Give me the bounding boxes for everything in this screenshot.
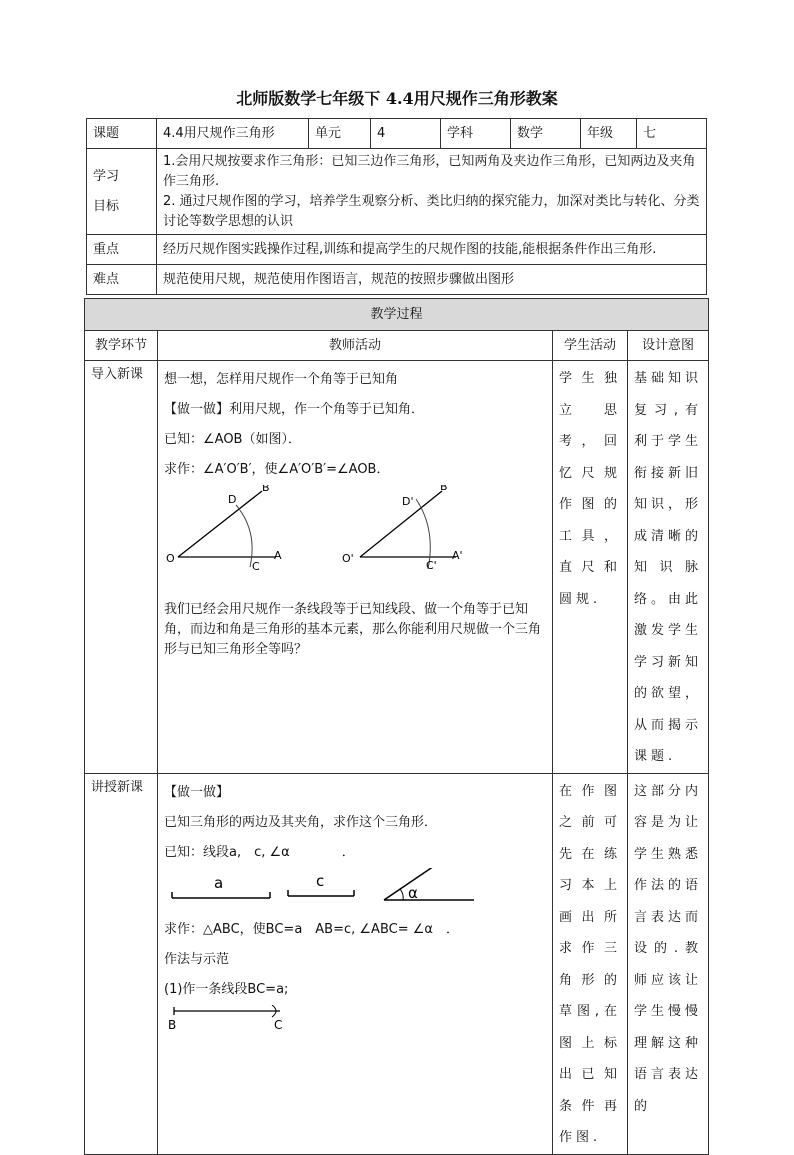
- goal-item-1: 1.会用尺规按要求作三角形：已知三边作三角形，已知两角及夹边作三角形，已知两边及夹角作三角形.: [163, 153, 696, 189]
- document-title: 北师版数学七年级下 4.4用尺规作三角形教案: [236, 89, 558, 108]
- goal-label: [87, 149, 157, 235]
- label-a-prime: A': [452, 549, 463, 562]
- intro-line-3: 已知：∠AOB（如图）．: [164, 432, 301, 447]
- process-table: [84, 298, 709, 1155]
- label-d: D: [228, 493, 237, 506]
- angle-aob-figure: [166, 485, 282, 573]
- lesson-line-5: 作法与示范: [164, 951, 230, 967]
- unit-value: 4: [371, 119, 441, 149]
- angle-a1o1b1-figure: [342, 485, 463, 572]
- label-segment-c: c: [316, 871, 325, 890]
- label-c: C: [252, 560, 260, 573]
- label-d-prime: D': [402, 495, 414, 508]
- unit-label: 单元: [309, 119, 371, 149]
- grade-label: 年级: [581, 119, 637, 149]
- difficulty-label: 难点: [87, 265, 157, 295]
- goal-item-2: 2. 通过尺规作图的学习，培养学生观察分析、类比归纳的探究能力，加深对类比与转化、分类讨论等数学思想的认识: [163, 193, 700, 229]
- label-alpha: α: [408, 883, 418, 902]
- angle-alpha-figure: [384, 868, 474, 902]
- stage-new-lesson: 讲授新课: [85, 773, 158, 1154]
- label-point-b: B: [168, 1017, 177, 1032]
- lesson-line-1: 【做一做】: [164, 784, 230, 800]
- subject-value: 数学: [511, 119, 581, 149]
- info-table: [86, 118, 707, 295]
- intro-line-1: 想一想，怎样用尺规作一个角等于已知角: [164, 372, 399, 387]
- teacher-activity-intro: [158, 361, 553, 774]
- label-o-prime: O': [342, 552, 354, 565]
- course-label: 课题: [87, 119, 157, 149]
- label-b-prime: B': [440, 485, 451, 493]
- lesson-line-3: 已知：线段a, c, ∠α ．: [164, 844, 355, 860]
- angle-construction-figure: [164, 485, 544, 585]
- lesson-line-4: 求作：△ABC，使BC=a AB=c, ∠ABC= ∠α ．: [164, 921, 459, 937]
- label-point-c: C: [274, 1017, 283, 1032]
- intro-line-2: 【做一做】利用尺规，作一个角等于已知角．: [164, 402, 425, 417]
- key-label: 重点: [87, 235, 157, 265]
- label-o: O: [166, 552, 175, 565]
- goal-content: [157, 149, 707, 235]
- label-segment-a: a: [214, 873, 224, 892]
- design-intent-intro: 基础知识复习,有利于学生衔接新旧知识，形成清晰的知识脉络。由此激发学生学习新知的欲望，从而揭示课题.: [628, 361, 709, 774]
- col-student-header: 学生活动: [553, 331, 628, 361]
- lesson-line-6: (1)作一条线段BC=a;: [164, 981, 289, 997]
- process-header: 教学过程: [85, 299, 709, 331]
- label-b: B: [262, 485, 270, 494]
- segment-c-figure: [288, 872, 354, 896]
- goal-label-line1: 学习: [93, 168, 120, 184]
- segment-bc-figure: [164, 1005, 544, 1033]
- segment-a-figure: [172, 874, 270, 898]
- grade-value: 七: [637, 119, 707, 149]
- col-stage-header: 教学环节: [85, 331, 158, 361]
- student-activity-intro: 学生独立思考，回忆尺规作图的工具，直尺和圆规.: [553, 361, 628, 774]
- goal-label-line2: 目标: [93, 198, 120, 214]
- key-value: 经历尺规作图实践操作过程,训练和提高学生的尺规作图的技能,能根据条件作出三角形.: [157, 235, 707, 265]
- subject-label: 学科: [441, 119, 511, 149]
- teacher-activity-new-lesson: [158, 773, 553, 1154]
- course-value: 4.4用尺规作三角形: [157, 119, 309, 149]
- label-a: A: [274, 549, 282, 562]
- design-intent-new-lesson: 这部分内容是为让学生熟悉作法的语言表达而设的.教师应该让学生慢慢理解这种语言表达的: [628, 773, 709, 1154]
- col-design-header: 设计意图: [628, 331, 709, 361]
- intro-paragraph: 我们已经会用尺规作一条线段等于已知线段、做一个角等于已知角，而边和角是三角形的基本元素，那么你能利用尺规做一个三角形与已知三角形全等吗？: [164, 602, 542, 657]
- given-elements-figure: [164, 868, 544, 908]
- student-activity-new-lesson: 在作图之前可先在练习本上画出所求作三角形的草图,在图上标出已知条件再作图.: [553, 773, 628, 1154]
- col-teacher-header: 教师活动: [158, 331, 553, 361]
- lesson-line-2: 已知三角形的两边及其夹角，求作这个三角形．: [164, 814, 438, 830]
- difficulty-value: 规范使用尺规，规范使用作图语言，规范的按照步骤做出图形: [157, 265, 707, 295]
- stage-intro: 导入新课: [85, 361, 158, 774]
- intro-line-4: 求作：∠A′O′B′，使∠A′O′B′=∠AOB．: [164, 462, 390, 477]
- label-c-prime: C': [426, 559, 437, 572]
